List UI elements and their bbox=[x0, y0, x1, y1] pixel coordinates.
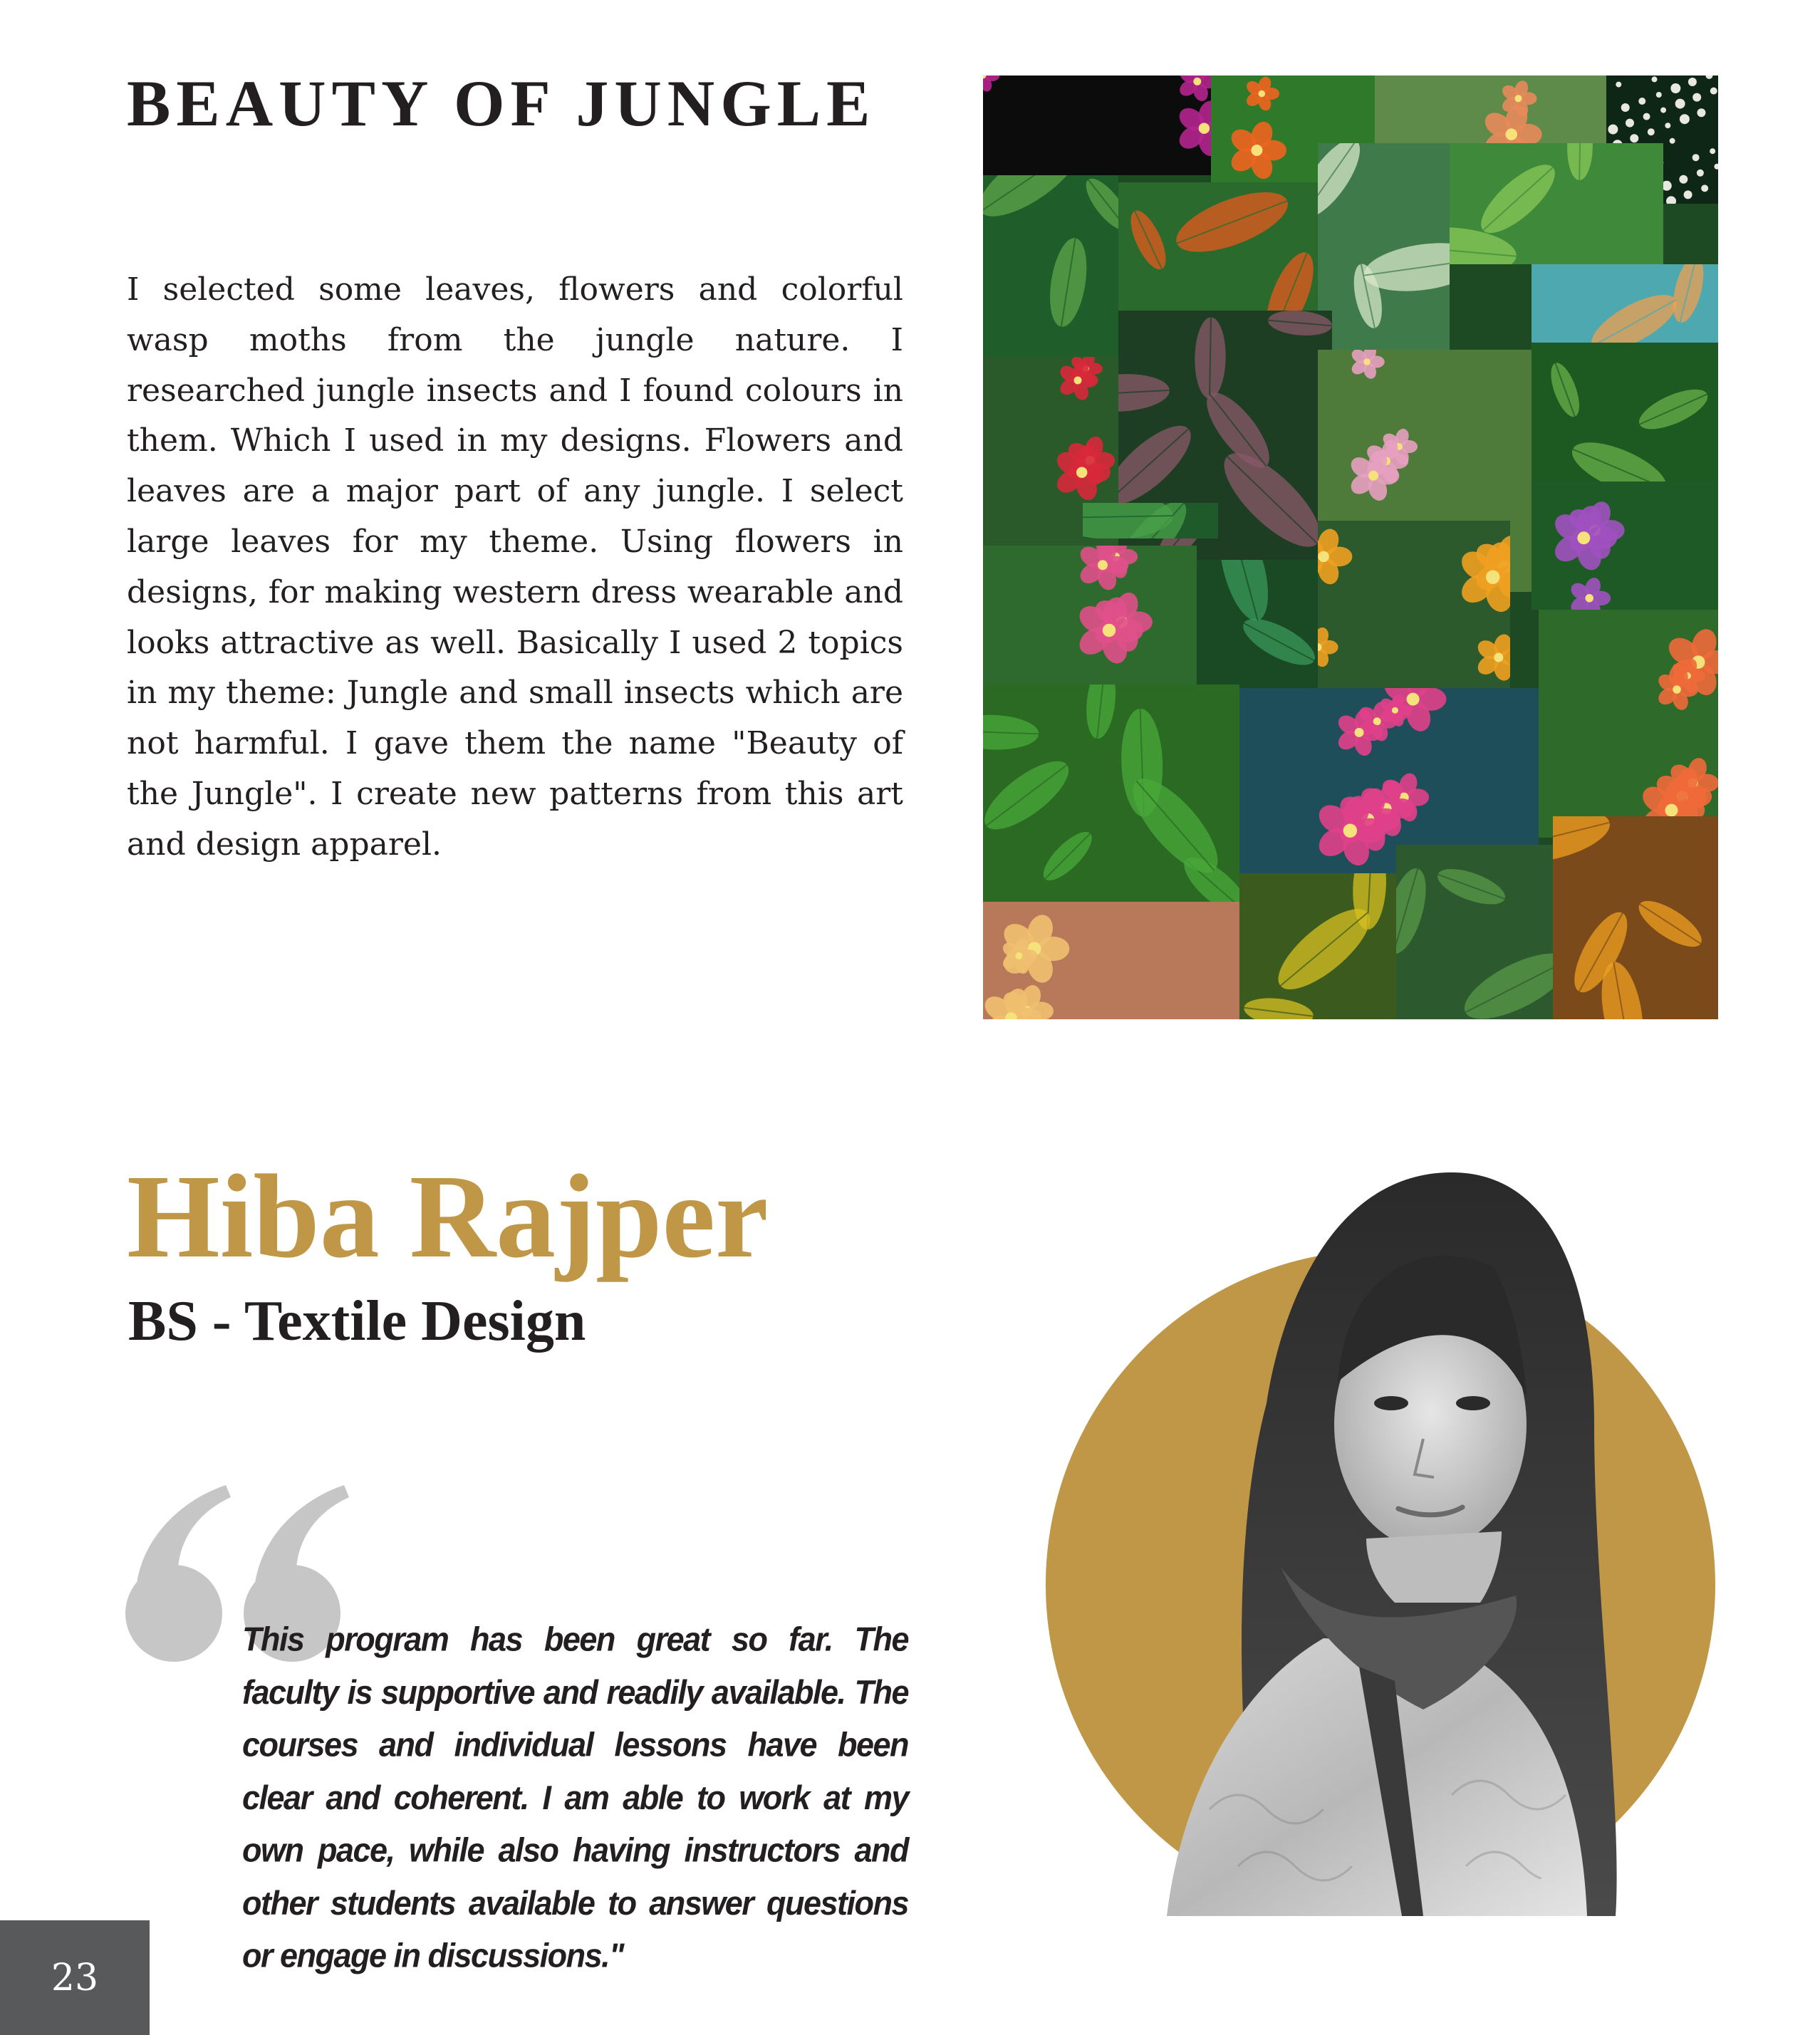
purple-orchid-photo bbox=[983, 76, 1211, 175]
ivy-leaves-photo bbox=[1083, 503, 1218, 538]
monstera-cluster-photo bbox=[983, 685, 1239, 902]
colorful-leaf-photo bbox=[1532, 264, 1718, 343]
monstera-leaf-photo bbox=[1197, 560, 1318, 688]
yellow-orchid-photo bbox=[983, 902, 1239, 1019]
page-number: 23 bbox=[51, 1956, 99, 1999]
theme-description: I selected some leaves, flowers and colorful wasp moths from the jungle nature. I researched jungle insects and I found colours in them. Which I used in my designs. Flowers and leaves are a major part of any jungle. I select large leaves for my theme. Using flowers in designs, for making western dress wearable and looks attractive as well. Basically I used 2 topics in my theme: Jungle and small insects which are not harmful. I gave them the name "Beauty of the Jungle". I create new patterns from this art and design apparel. bbox=[127, 271, 903, 863]
page-number-box bbox=[0, 1920, 150, 2035]
orange-orchid-photo bbox=[1375, 76, 1606, 143]
jungle-collage-image bbox=[983, 76, 1718, 1019]
dense-foliage-photo bbox=[1396, 845, 1553, 1019]
alstroemeria-photo bbox=[1539, 610, 1718, 838]
calathea-leaves-photo bbox=[1318, 143, 1450, 350]
purple-dendrobium-photo bbox=[1532, 482, 1718, 610]
yellow-lantern-flower-photo bbox=[1318, 521, 1510, 692]
textured-green-leaves-photo bbox=[1532, 343, 1718, 482]
croton-leaf-photo bbox=[1239, 873, 1396, 1019]
palm-leaves-photo bbox=[983, 175, 1118, 357]
green-fern-photo bbox=[1450, 143, 1663, 264]
section-title: BEAUTY OF JUNGLE bbox=[127, 67, 876, 140]
student-name: Hiba Rajper bbox=[127, 1150, 769, 1283]
program-title: BS - Textile Design bbox=[128, 1290, 586, 1353]
testimonial-quote: This program has been great so far. The faculty is supportive and readily available. The courses and individual lessons have been clear and coherent. I am able to work at my own pace, while also having instructors and other students available to answer questions or engage in discussions." bbox=[242, 1620, 908, 1975]
student-portrait-photo bbox=[1024, 1168, 1722, 1916]
autumn-maple-leaves-photo bbox=[1118, 182, 1318, 311]
bleeding-heart-row-photo bbox=[983, 546, 1197, 685]
orange-autumn-leaves-photo bbox=[1553, 816, 1718, 1019]
